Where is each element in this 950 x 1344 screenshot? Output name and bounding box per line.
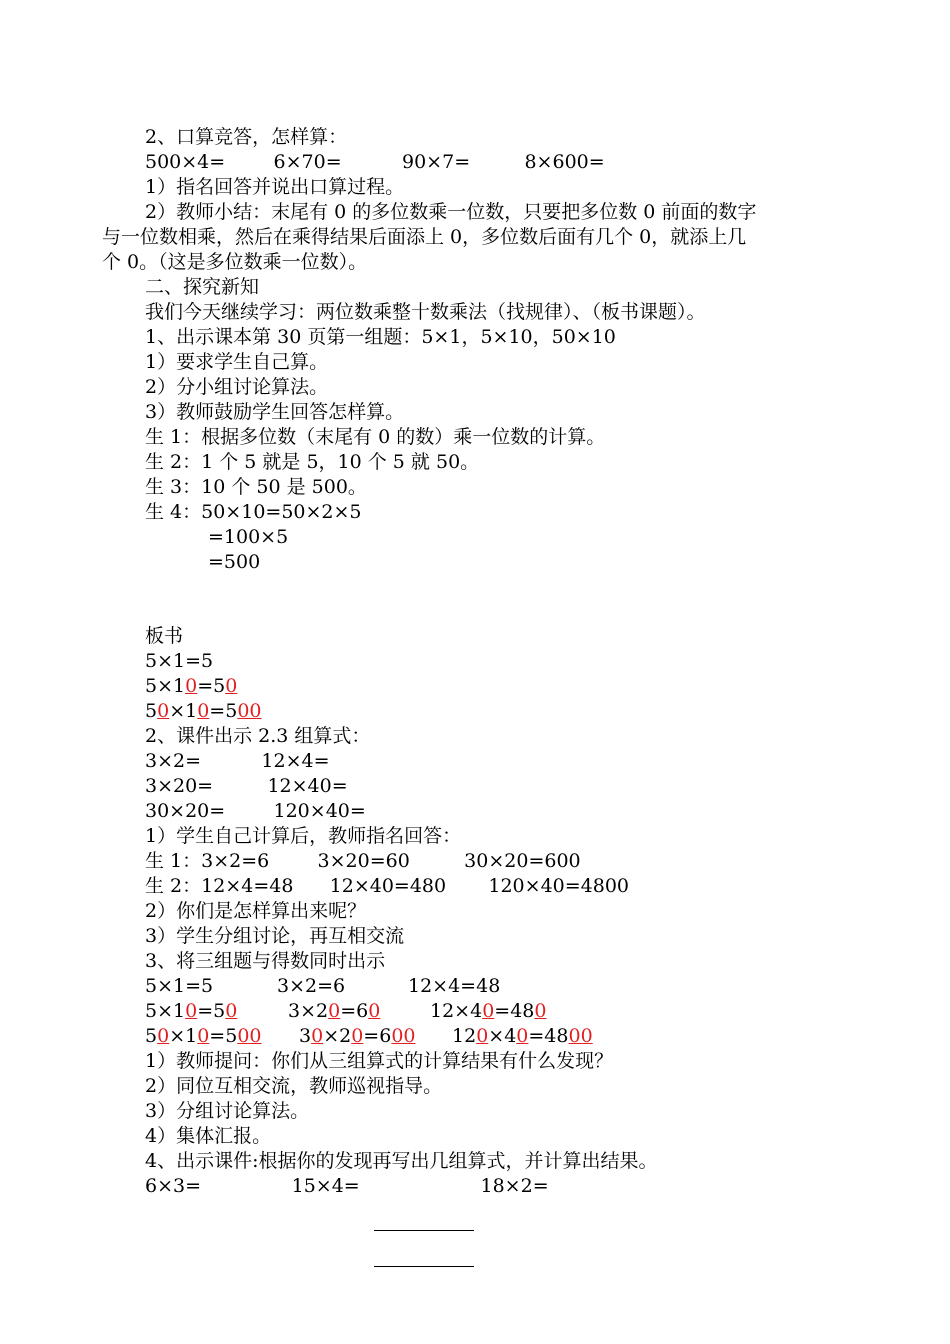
text-line: 1）指名回答并说出口算过程。 <box>145 176 405 198</box>
equation-part: 5 <box>145 700 158 722</box>
equation-part: 3×2 <box>288 1000 329 1022</box>
equation <box>145 699 262 723</box>
equation: 3×2=6 <box>277 975 346 997</box>
equation-part: =48 <box>528 1025 569 1047</box>
equation-part: =6 <box>363 1025 392 1047</box>
answer-line <box>374 1230 474 1231</box>
highlight-zero: 00 <box>237 700 262 722</box>
section-heading: 二、探究新知 <box>145 276 260 298</box>
text-line: 2）同位互相交流，教师巡视指导。 <box>145 1075 443 1097</box>
equation-part: =5 <box>197 675 226 697</box>
highlight-zero: 0 <box>476 1025 489 1047</box>
text-line: 3）学生分组讨论，再互相交流 <box>145 925 405 947</box>
text-line: 个 0。（这是多位数乘一位数）。 <box>102 251 368 273</box>
text-line: 2、口算竞答，怎样算： <box>145 126 348 148</box>
highlight-zero: 0 <box>157 700 170 722</box>
text-line: 1）要求学生自己算。 <box>145 351 329 373</box>
text-line: 2）你们是怎样算出来呢？ <box>145 900 367 922</box>
text-line: 3、将三组题与得数同时出示 <box>145 950 386 972</box>
text-line: 生 2：1 个 5 就是 5，10 个 5 就 50。 <box>145 451 480 473</box>
highlight-zero: 00 <box>568 1025 593 1047</box>
equation-part: 3 <box>299 1025 312 1047</box>
text-line: =100×5 <box>208 526 289 548</box>
equation: 5×1=5 <box>145 650 214 672</box>
highlight-zero: 0 <box>351 1025 364 1047</box>
text-line: 1）教师提问：你们从三组算式的计算结果有什么发现？ <box>145 1050 614 1072</box>
text-line: 与一位数相乘，然后在乘得结果后面添上 0，多位数后面有几个 0，就添上几 <box>102 226 747 248</box>
text-line: 生 1：3×2=6 3×20=60 30×20=600 <box>145 850 581 872</box>
highlight-zero: 0 <box>482 1000 495 1022</box>
highlight-zero: 0 <box>368 1000 381 1022</box>
highlight-zero: 0 <box>197 1025 210 1047</box>
equation <box>452 1024 593 1048</box>
equation <box>145 1024 262 1048</box>
text-line: 2）分小组讨论算法。 <box>145 376 329 398</box>
highlight-zero: 0 <box>328 1000 341 1022</box>
text-line: 4）集体汇报。 <box>145 1125 272 1147</box>
text-line: 6×3= 15×4= 18×2= <box>145 1175 549 1197</box>
highlight-zero: 0 <box>516 1025 529 1047</box>
highlight-zero: 0 <box>311 1025 324 1047</box>
equation-part: 5×1 <box>145 1000 186 1022</box>
text-line: 3）分组讨论算法。 <box>145 1100 310 1122</box>
highlight-zero: 0 <box>185 1000 198 1022</box>
equation-part: ×4 <box>488 1025 517 1047</box>
equation: 12×4=48 <box>408 975 501 997</box>
text-line: 3×2= 12×4= <box>145 750 330 772</box>
highlight-zero: 00 <box>237 1025 262 1047</box>
equation-part: =5 <box>209 700 238 722</box>
text-line: 生 4：50×10=50×2×5 <box>145 501 362 523</box>
equation <box>145 999 237 1023</box>
text-line: 1、出示课本第 30 页第一组题：5×1，5×10，50×10 <box>145 326 616 348</box>
text-line: 500×4= 6×70= 90×7= 8×600= <box>145 151 605 173</box>
highlight-zero: 0 <box>185 675 198 697</box>
equation-part: ×2 <box>323 1025 352 1047</box>
equation: 5×1=5 <box>145 975 214 997</box>
equation-part: =6 <box>340 1000 369 1022</box>
equation-part: ×1 <box>169 700 198 722</box>
text-line: 30×20= 120×40= <box>145 800 366 822</box>
text-line: =500 <box>208 551 261 573</box>
equation-part: =48 <box>494 1000 535 1022</box>
board-heading: 板书 <box>145 625 184 647</box>
highlight-zero: 0 <box>534 1000 547 1022</box>
text-line: 3×20= 12×40= <box>145 775 348 797</box>
equation <box>288 999 380 1023</box>
text-line: 生 2：12×4=48 12×40=480 120×40=4800 <box>145 875 630 897</box>
equation-part: ×1 <box>169 1025 198 1047</box>
equation-part: 12×4 <box>430 1000 483 1022</box>
highlight-zero: 0 <box>225 1000 238 1022</box>
equation <box>430 999 546 1023</box>
highlight-zero: 00 <box>391 1025 416 1047</box>
equation-part: =5 <box>197 1000 226 1022</box>
answer-line <box>374 1266 474 1267</box>
text-line: 生 1：根据多位数（末尾有 0 的数）乘一位数的计算。 <box>145 426 606 448</box>
text-line: 2、课件出示 2.3 组算式： <box>145 725 371 747</box>
equation-part: 5×1 <box>145 675 186 697</box>
equation <box>145 674 237 698</box>
text-line: 生 3：10 个 50 是 500。 <box>145 476 367 498</box>
equation <box>299 1024 416 1048</box>
text-line: 我们今天继续学习：两位数乘整十数乘法（找规律）、（板书课题）。 <box>145 301 706 323</box>
text-line: 3）教师鼓励学生回答怎样算。 <box>145 401 405 423</box>
equation-part: =5 <box>209 1025 238 1047</box>
highlight-zero: 0 <box>225 675 238 697</box>
text-line: 1）学生自己计算后，教师指名回答： <box>145 825 462 847</box>
text-line: 4、出示课件:根据你的发现再写出几组算式，并计算出结果。 <box>145 1150 658 1172</box>
equation-part: 5 <box>145 1025 158 1047</box>
equation-part: 12 <box>452 1025 477 1047</box>
highlight-zero: 0 <box>157 1025 170 1047</box>
text-line: 2）教师小结：末尾有 0 的多位数乘一位数，只要把多位数 0 前面的数字 <box>145 201 757 223</box>
highlight-zero: 0 <box>197 700 210 722</box>
